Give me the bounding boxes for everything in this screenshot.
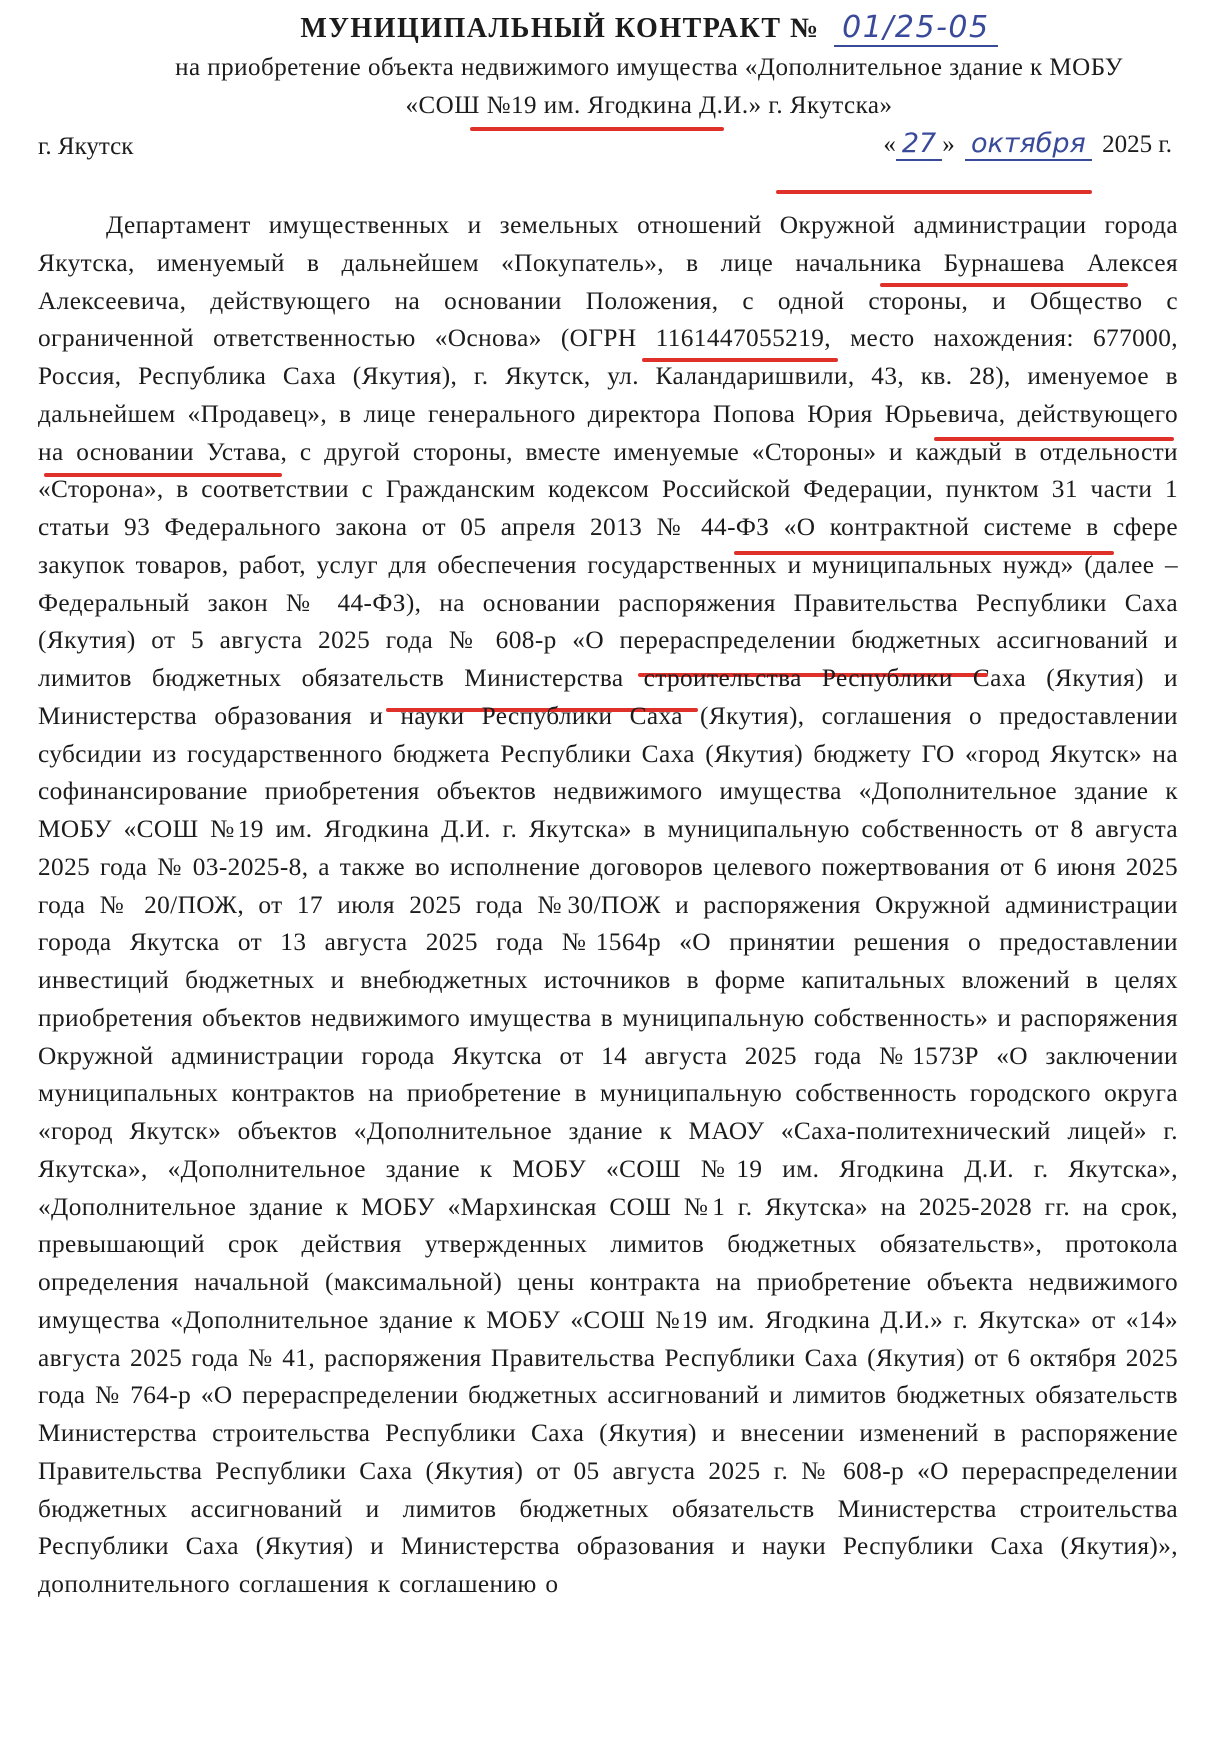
contract-title	[0, 10, 1208, 45]
date-month-handwritten: октября	[965, 128, 1092, 161]
highlight-underline	[776, 190, 1092, 194]
date-open-quote: «	[883, 131, 896, 158]
date-year: 2025 г.	[1102, 131, 1172, 158]
date-day-handwritten: 27	[896, 128, 942, 161]
subtitle-line-1: на приобретение объекта недвижимого имущества «Дополнительное здание к МОБУ	[175, 54, 1123, 81]
highlight-underline	[470, 127, 724, 131]
subtitle-line-2: «СОШ №19 им. Ягодкина Д.И.» г. Якутска»	[405, 92, 893, 119]
contract-date	[883, 128, 1172, 159]
contract-preamble: Департамент имущественных и земельных отношений Окружной администрации города Якутска, именуемый в дальнейшем «Покупатель», в лице начальника Бурнашева Алексея Алексеевича, действующего на основании Положения, с одной стороны, и Общество с ограниченной ответственностью «Основа» (ОГРН 1161447055219, место нахождения: 677000, Россия, Республика Саха (Якутия), г. Якутск, ул. Каландаришвили, 43, кв. 28), именуемое в дальнейшем «Продавец», в лице генерального директора Попова Юрия Юрьевича, действующего на основании Устава, с другой стороны, вместе именуемые «Стороны» и каждый в отдельности «Сторона», в соответствии с Гражданским кодексом Российской Федерации, пунктом 31 части 1 статьи 93 Федерального закона от 05 апреля 2013 № 44-ФЗ «О контрактной системе в сфере закупок товаров, работ, услуг для обеспечения государственных и муниципальных нужд» (далее – Федеральный закон № 44-ФЗ), на основании распоряжения Правительства Республики Саха (Якутия) от 5 августа 2025 года № 608-р «О перераспределении бюджетных ассигнований и лимитов бюджетных обязательств Министерства строительства Республики Саха (Якутия) и Министерства образования и науки Республики Саха (Якутия), соглашения о предоставлении субсидии из государственного бюджета Республики Саха (Якутия) бюджету ГО «город Якутск» на софинансирование приобретения объектов недвижимого имущества «Дополнительное здание к МОБУ «СОШ №19 им. Ягодкина Д.И. г. Якутска» в муниципальную собственность от 8 августа 2025 года № 03-2025-8, а также во исполнение договоров целевого пожертвования от 6 июня 2025 года № 20/ПОЖ, от 17 июля 2025 года №30/ПОЖ и распоряжения Окружной администрации города Якутска от 13 августа 2025 года №1564р «О принятии решения о предоставлении инвестиций бюджетных и внебюджетных источников в форме капитальных вложений в целях приобретения объектов недвижимого имущества в муниципальную собственность» и распоряжения Окружной администрации города Якутска от 14 августа 2025 года №1573Р «О заключении муниципальных контрактов на приобретение в муниципальную собственность городского округа «город Якутск» объектов «Дополнительное здание к МАОУ «Саха-политехнический лицей» г. Якутска», «Дополнительное здание к МОБУ «СОШ №19 им. Ягодкина Д.И. г. Якутска», «Дополнительное здание к МОБУ «Мархинская СОШ №1 г. Якутска» на 2025-2028 гг. на срок, превышающий срок действия утвержденных лимитов бюджетных обязательств», протокола определения начальной (максимальной) цены контракта на приобретение объекта недвижимого имущества «Дополнительное здание к МОБУ «СОШ №19 им. Ягодкина Д.И.» г. Якутска» от «14» августа 2025 года № 41, распоряжения Правительства Республики Саха (Якутия) от 6 октября 2025 года № 764-р «О перераспределении бюджетных ассигнований и лимитов бюджетных обязательств Министерства строительства Республики Саха (Якутия) и внесении изменений в распоряжение Правительства Республики Саха (Якутия) от 05 августа 2025 г. № 608-р «О перераспределении бюджетных ассигнований и лимитов бюджетных обязательств Министерства строительства Республики Саха (Якутия) и Министерства образования и науки Республики Саха (Якутия)», дополнительного соглашения к соглашению о	[38, 211, 1178, 1598]
date-close-quote: »	[942, 131, 955, 158]
city: г. Якутск	[38, 133, 134, 160]
contract-number-handwritten: 01/25-05	[834, 10, 997, 47]
title-prefix: МУНИЦИПАЛЬНЫЙ КОНТРАКТ №	[300, 13, 820, 44]
